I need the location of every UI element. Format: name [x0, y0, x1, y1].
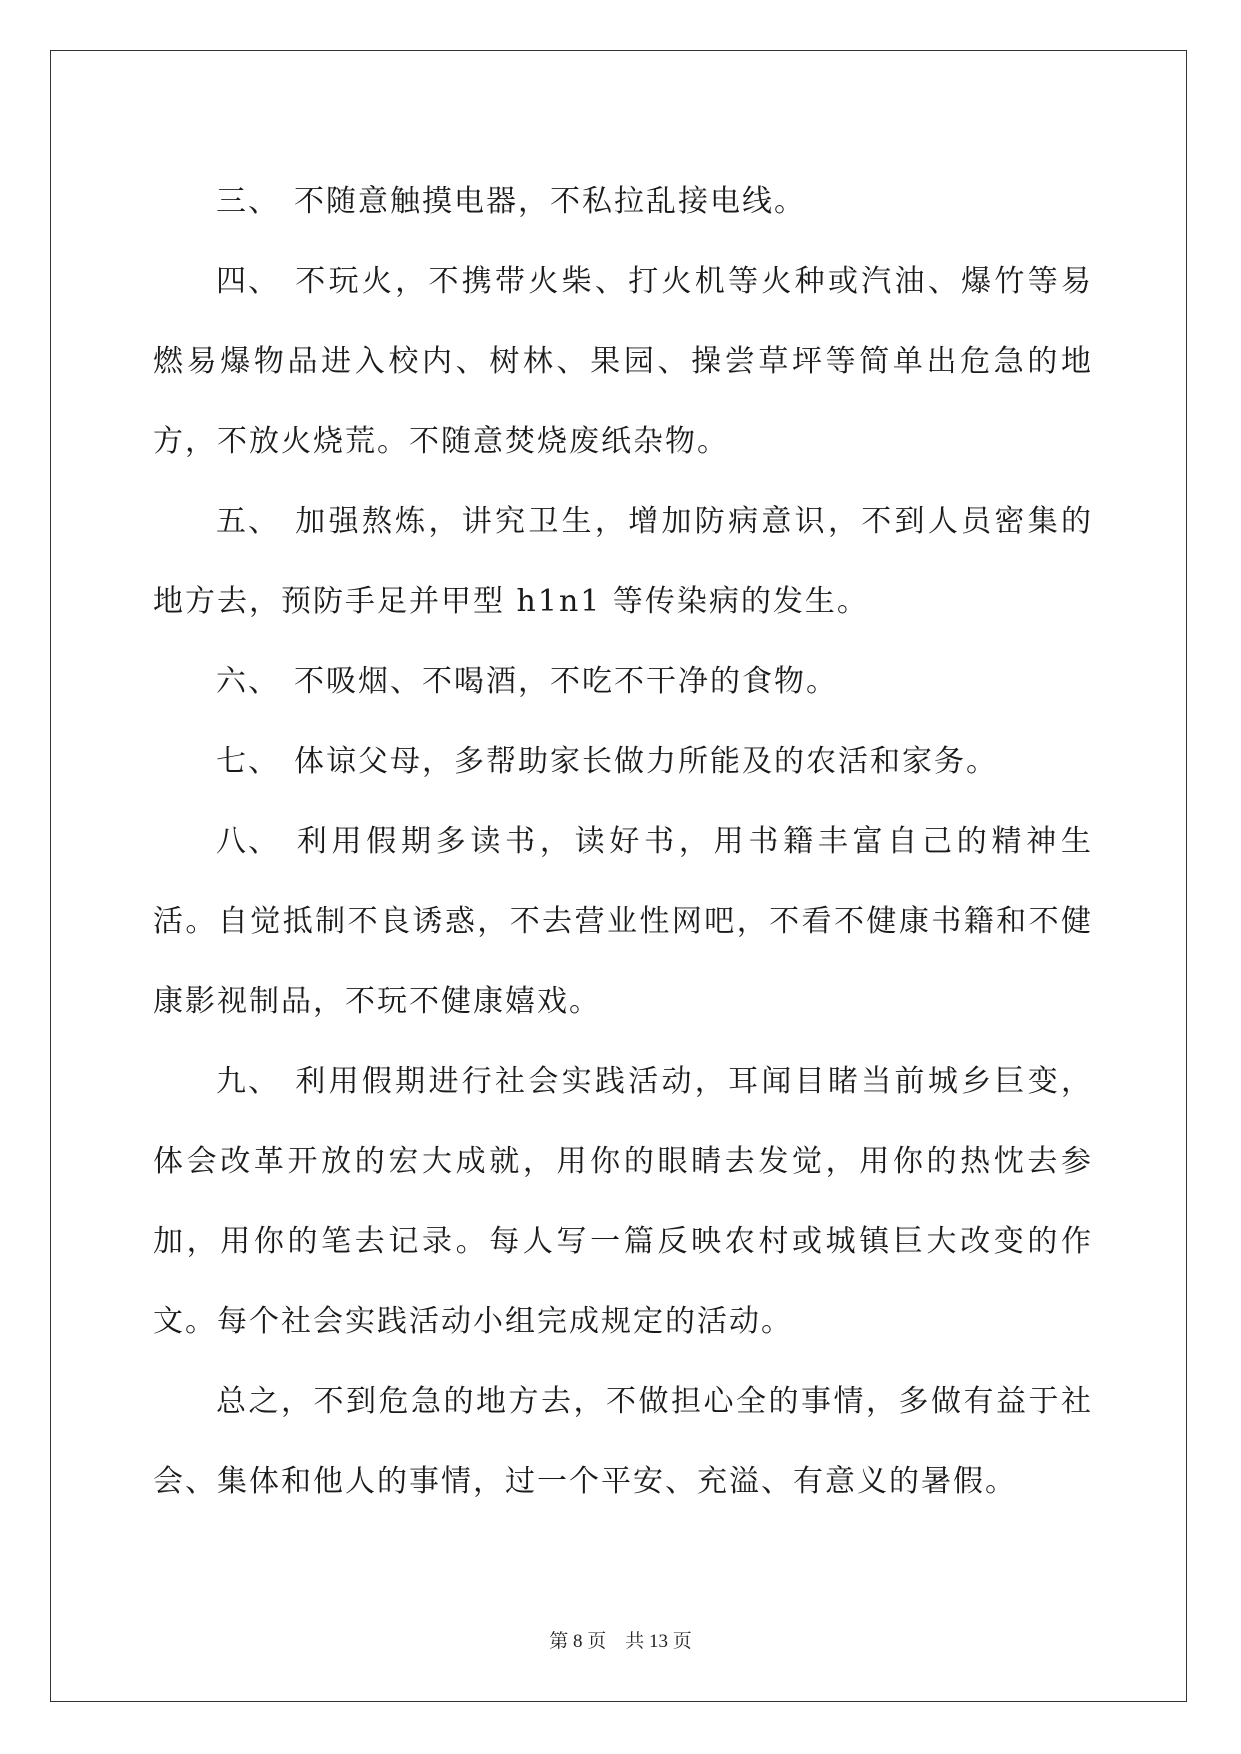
list-item-9 — [153, 1042, 1093, 1362]
item-marker: 四、 — [216, 264, 280, 299]
page-number: 第 8 页 — [549, 1631, 607, 1652]
document-body — [153, 162, 1093, 1522]
item-text: 不吸烟、不喝酒，不吃不干净的食物。 — [294, 664, 838, 699]
item-text: 利用假期多读书，读好书，用书籍丰富自己的精神生活。自觉抵制不良诱惑，不去营业性网吧，不看不健康书籍和不健康影视制品，不玩不健康嬉戏。 — [153, 824, 1093, 1019]
item-text: 加强熬炼，讲究卫生，增加防病意识，不到人员密集的地方去，预防手足并甲型 h1n1 等传染病的发生。 — [153, 504, 1093, 619]
list-item-8 — [153, 802, 1093, 1042]
page-footer — [0, 1626, 1241, 1653]
item-marker: 七、 — [216, 744, 280, 779]
list-item-4 — [153, 242, 1093, 482]
item-text: 不随意触摸电器，不私拉乱接电线。 — [294, 184, 806, 219]
list-item-5 — [153, 482, 1093, 642]
item-text: 不玩火，不携带火柴、打火机等火种或汽油、爆竹等易燃易爆物品进入校内、树林、果园、操尝草坪等简单出危急的地方，不放火烧荒。不随意焚烧废纸杂物。 — [153, 264, 1093, 459]
item-marker: 三、 — [216, 184, 280, 219]
item-marker: 八、 — [216, 824, 280, 859]
item-marker: 九、 — [216, 1064, 280, 1099]
list-item-7 — [153, 722, 1093, 802]
item-marker: 五、 — [216, 504, 280, 539]
item-text: 体谅父母，多帮助家长做力所能及的农活和家务。 — [294, 744, 998, 779]
list-item-6 — [153, 642, 1093, 722]
conclusion-paragraph: 总之，不到危急的地方去，不做担心全的事情，多做有益于社会、集体和他人的事情，过一个平安、充溢、有意义的暑假。 — [153, 1384, 1093, 1499]
item-marker: 六、 — [216, 664, 280, 699]
item-text: 利用假期进行社会实践活动，耳闻目睹当前城乡巨变，体会改革开放的宏大成就，用你的眼睛去发觉，用你的热忱去参加，用你的笔去记录。每人写一篇反映农村或城镇巨大改变的作文。每个社会实践活动小组完成规定的活动。 — [153, 1064, 1093, 1339]
page-total: 共 13 页 — [625, 1631, 692, 1652]
list-item-3 — [153, 162, 1093, 242]
